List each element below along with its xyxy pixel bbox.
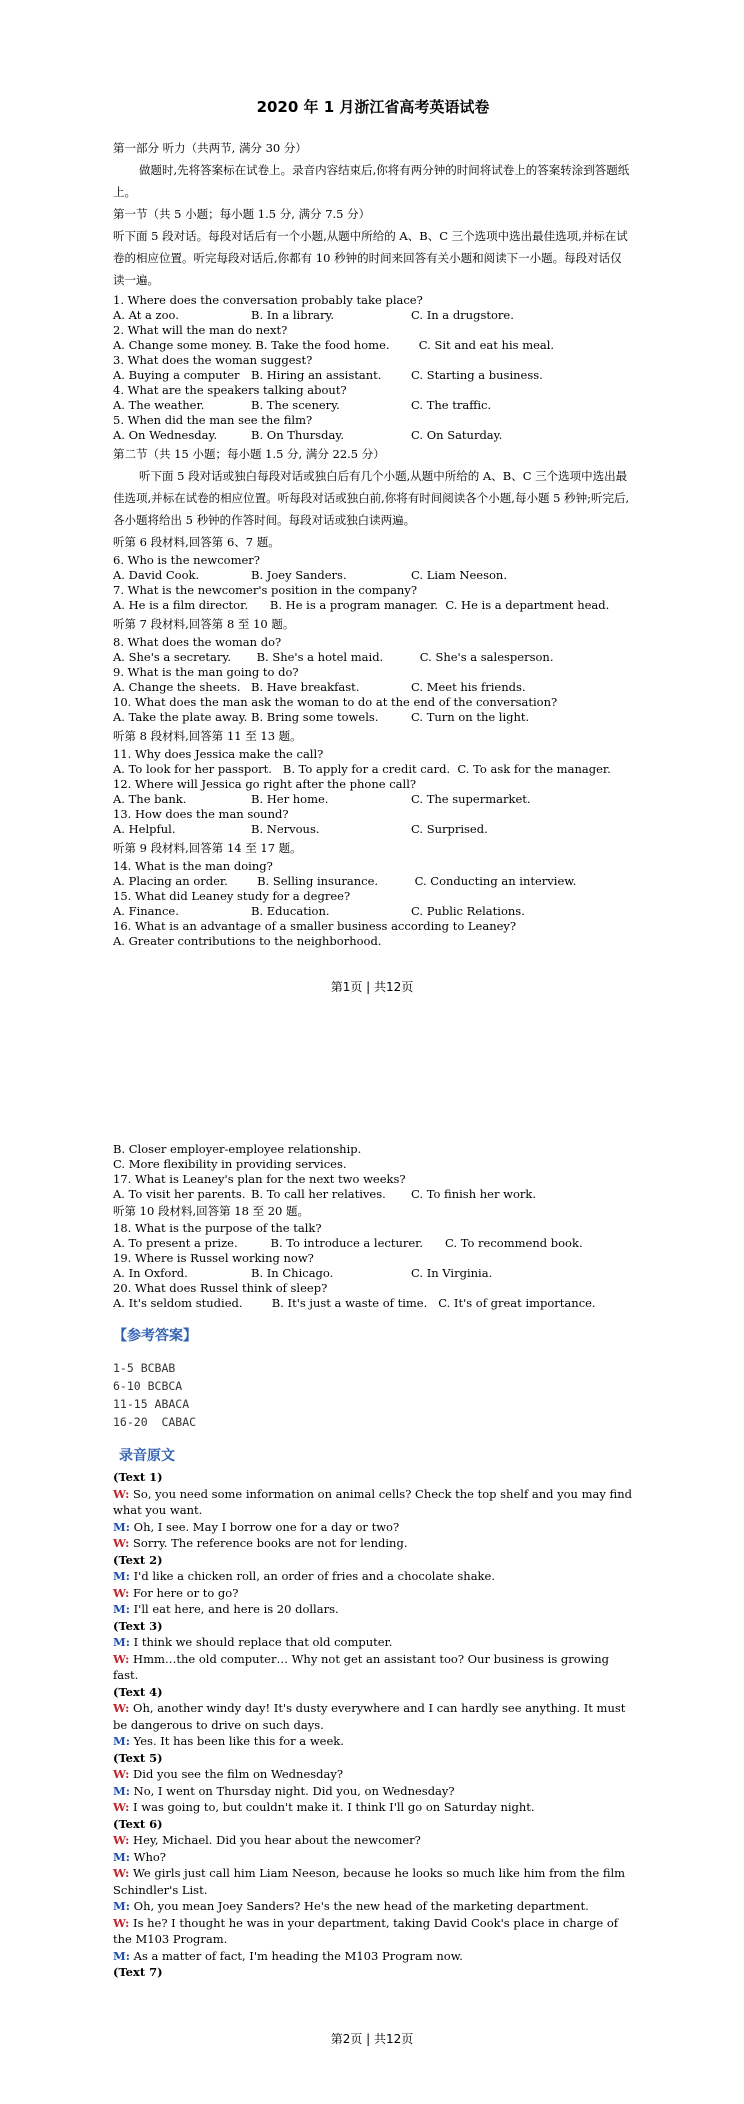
option-a[interactable]: A. Finance. bbox=[113, 904, 179, 918]
transcript-line bbox=[113, 1601, 633, 1618]
option-c[interactable]: C. Surprised. bbox=[411, 822, 488, 836]
group-heading: 听第 8 段材料,回答第 11 至 13 题。 bbox=[113, 729, 302, 743]
question-text: 17. What is Leaney's plan for the next two weeks? bbox=[113, 1172, 406, 1186]
answers-heading: 【参考答案】 bbox=[113, 1328, 197, 1344]
option-b[interactable]: B. Nervous. bbox=[251, 822, 320, 836]
transcript bbox=[113, 1469, 633, 1981]
options-row bbox=[113, 680, 633, 695]
option-a[interactable]: A. Change the sheets. bbox=[113, 680, 241, 694]
option-a[interactable]: A. The bank. bbox=[113, 792, 187, 806]
option-c[interactable]: C. Meet his friends. bbox=[411, 680, 526, 694]
speaker-woman: W: bbox=[113, 1800, 130, 1814]
speaker-woman: W: bbox=[113, 1767, 130, 1781]
question-text: 13. How does the man sound? bbox=[113, 807, 289, 821]
group-heading: 听第 9 段材料,回答第 14 至 17 题。 bbox=[113, 841, 302, 855]
utterance: Oh, another windy day! It's dusty everywhere and I can hardly see anything. It must be dangerous to drive on such days. bbox=[113, 1701, 626, 1732]
answer-line: 11-15 ABACA bbox=[113, 1397, 190, 1411]
transcript-line bbox=[113, 1915, 633, 1948]
utterance: Yes. It has been like this for a week. bbox=[129, 1734, 344, 1748]
section1-intro: 听下面 5 段对话。每段对话后有一个小题,从题中所给的 A、B、C 三个选项中选出最佳选项,并标在试卷的相应位置。听完每段对话后,你都有 10 秒钟的时间来回答有关小题和阅读下一小题。每段对话仅读一遍。 bbox=[113, 229, 628, 287]
transcript-text-label: (Text 7) bbox=[113, 1965, 163, 1979]
transcript-line bbox=[113, 1585, 633, 1602]
options-row bbox=[113, 568, 633, 583]
utterance: I'll eat here, and here is 20 dollars. bbox=[129, 1602, 339, 1616]
option-b[interactable]: B. Bring some towels. bbox=[251, 710, 379, 724]
utterance: I was going to, but couldn't make it. I think I'll go on Saturday night. bbox=[129, 1800, 535, 1814]
options-row bbox=[113, 428, 633, 443]
question-text: 3. What does the woman suggest? bbox=[113, 353, 313, 367]
options-row[interactable]: A. To present a prize. B. To introduce a lecturer. C. To recommend book. bbox=[113, 1236, 583, 1250]
utterance: Hey, Michael. Did you hear about the newcomer? bbox=[129, 1833, 421, 1847]
utterance: Is he? I thought he was in your department, taking David Cook's place in charge of the M103 Program. bbox=[113, 1915, 619, 1946]
answer-line: 6-10 BCBCA bbox=[113, 1379, 183, 1393]
speaker-man: M: bbox=[113, 1783, 130, 1798]
group-heading: 听第 7 段材料,回答第 8 至 10 题。 bbox=[113, 617, 295, 631]
option-c[interactable]: C. Starting a business. bbox=[411, 368, 543, 382]
option-a[interactable]: A. Greater contributions to the neighborhood. bbox=[113, 934, 382, 948]
transcript-text-label: (Text 6) bbox=[113, 1816, 163, 1831]
speaker-woman: W: bbox=[113, 1651, 130, 1666]
transcript-line bbox=[113, 1700, 633, 1733]
transcript-line bbox=[113, 1898, 633, 1915]
utterance: As a matter of fact, I'm heading the M103 Program now. bbox=[129, 1948, 463, 1963]
utterance: I'd like a chicken roll, an order of fries and a chocolate shake. bbox=[129, 1569, 495, 1583]
option-b[interactable]: B. On Thursday. bbox=[251, 428, 344, 442]
transcript-line bbox=[113, 1519, 633, 1536]
speaker-man: M: bbox=[113, 1519, 130, 1534]
transcript-text-label: (Text 4) bbox=[113, 1684, 163, 1699]
question-text: 7. What is the newcomer's position in the company? bbox=[113, 583, 417, 597]
question-text: 9. What is the man going to do? bbox=[113, 665, 299, 679]
transcript-text-label: (Text 2) bbox=[113, 1552, 163, 1567]
option-a[interactable]: A. David Cook. bbox=[113, 568, 200, 582]
answer-line: 16-20 CABAC bbox=[113, 1415, 197, 1429]
option-c[interactable]: C. In a drugstore. bbox=[411, 308, 514, 322]
question-text: 11. Why does Jessica make the call? bbox=[113, 747, 324, 761]
speaker-man: M: bbox=[113, 1899, 130, 1913]
transcript-line bbox=[113, 1799, 633, 1816]
speaker-woman: W: bbox=[113, 1833, 130, 1847]
speaker-woman: W: bbox=[113, 1536, 130, 1550]
question-text: 4. What are the speakers talking about? bbox=[113, 383, 347, 397]
section2-intro: 听下面 5 段对话或独白每段对话或独白后有几个小题,从题中所给的 A、B、C 三个选项中选出最佳选项,并标在试卷的相应位置。听每段对话或独白前,你将有时间阅读各个小题,每小题 5 秒钟;听完后,各小题将给出 5 秒钟的作答时间。每段对话或独白读两遍。 bbox=[113, 469, 630, 527]
option-b[interactable]: B. In a library. bbox=[251, 308, 335, 322]
utterance: I think we should replace that old computer. bbox=[129, 1635, 393, 1649]
question-text: 16. What is an advantage of a smaller business according to Leaney? bbox=[113, 919, 517, 933]
options-row[interactable]: A. Placing an order. B. Selling insurance. C. Conducting an interview. bbox=[113, 874, 577, 888]
group-heading: 听第 6 段材料,回答第 6、7 题。 bbox=[113, 535, 280, 549]
utterance: So, you need some information on animal cells? Check the top shelf and you may find what you want. bbox=[113, 1486, 632, 1517]
question-text: 18. What is the purpose of the talk? bbox=[113, 1221, 322, 1235]
option-b[interactable]: B. Have breakfast. bbox=[251, 680, 360, 694]
part1-intro: 做题时,先将答案标在试卷上。录音内容结束后,你将有两分钟的时间将试卷上的答案转涂到答题纸上。 bbox=[113, 163, 630, 199]
section1-heading: 第一节（共 5 小题；每小题 1.5 分, 满分 7.5 分） bbox=[113, 207, 371, 221]
utterance: No, I went on Thursday night. Did you, on Wednesday? bbox=[129, 1783, 455, 1798]
transcript-line bbox=[113, 1568, 633, 1585]
transcript-line bbox=[113, 1766, 633, 1783]
transcript-line bbox=[113, 1535, 633, 1552]
utterance: We girls just call him Liam Neeson, because he looks so much like him from the film Schindler's List. bbox=[113, 1866, 626, 1897]
page-footer: 第1页 | 共12页 bbox=[330, 980, 414, 994]
options-row bbox=[113, 368, 633, 383]
speaker-woman: W: bbox=[113, 1486, 130, 1501]
section2-heading: 第二节（共 15 小题；每小题 1.5 分, 满分 22.5 分） bbox=[113, 447, 385, 461]
option-a[interactable]: A. The weather. bbox=[113, 398, 205, 412]
group-heading: 听第 10 段材料,回答第 18 至 20 题。 bbox=[113, 1204, 309, 1218]
speaker-man: M: bbox=[113, 1849, 130, 1864]
transcript-line bbox=[113, 1849, 633, 1866]
speaker-woman: W: bbox=[113, 1866, 130, 1880]
options-row bbox=[113, 822, 633, 837]
page-footer: 第2页 | 共12页 bbox=[330, 2032, 414, 2046]
option-c[interactable]: C. The traffic. bbox=[411, 398, 492, 412]
option-a[interactable]: A. Buying a computer bbox=[113, 368, 240, 382]
option-c[interactable]: C. To finish her work. bbox=[411, 1187, 537, 1201]
transcript-line bbox=[113, 1651, 633, 1684]
question-text: 5. When did the man see the film? bbox=[113, 413, 313, 427]
utterance: For here or to go? bbox=[129, 1585, 239, 1600]
options-row bbox=[113, 1266, 633, 1281]
option-a[interactable]: A. Take the plate away. bbox=[113, 710, 248, 724]
option-c[interactable]: C. In Virginia. bbox=[411, 1266, 493, 1280]
utterance: Hmm…the old computer… Why not get an assistant too? Our business is growing fast. bbox=[113, 1651, 609, 1682]
transcript-line bbox=[113, 1832, 633, 1849]
utterance: Oh, I see. May I borrow one for a day or two? bbox=[129, 1519, 400, 1534]
answer-key bbox=[113, 1359, 633, 1431]
question-text: 12. Where will Jessica go right after the phone call? bbox=[113, 777, 417, 791]
options-row[interactable]: A. Change some money. B. Take the food home. C. Sit and eat his meal. bbox=[113, 338, 555, 352]
options-row bbox=[113, 792, 633, 807]
transcript-line bbox=[113, 1865, 633, 1898]
options-row[interactable]: A. It's seldom studied. B. It's just a waste of time. C. It's of great importance. bbox=[113, 1296, 596, 1310]
option-a[interactable]: A. At a zoo. bbox=[113, 308, 179, 322]
option-a[interactable]: A. To visit her parents. bbox=[113, 1187, 246, 1201]
options-row bbox=[113, 398, 633, 413]
exam-title: 2020 年 1 月浙江省高考英语试卷 bbox=[256, 98, 490, 116]
option-b[interactable]: B. Hiring an assistant. bbox=[251, 368, 382, 382]
utterance: Oh, you mean Joey Sanders? He's the new head of the marketing department. bbox=[129, 1899, 589, 1913]
question-text: 10. What does the man ask the woman to do at the end of the conversation? bbox=[113, 695, 558, 709]
option-c[interactable]: C. Liam Neeson. bbox=[411, 568, 507, 582]
option-a[interactable]: A. In Oxford. bbox=[113, 1266, 188, 1280]
option-c[interactable]: C. The supermarket. bbox=[411, 792, 531, 806]
questions-section1 bbox=[113, 293, 633, 443]
option-c[interactable]: C. More flexibility in providing services. bbox=[113, 1157, 347, 1171]
speaker-man: M: bbox=[113, 1569, 130, 1583]
transcript-line bbox=[113, 1948, 633, 1965]
speaker-man: M: bbox=[113, 1948, 130, 1963]
options-row[interactable]: A. He is a film director. B. He is a program manager. C. He is a department head. bbox=[113, 598, 610, 612]
option-c[interactable]: C. Turn on the light. bbox=[411, 710, 530, 724]
options-row[interactable]: A. To look for her passport. B. To apply for a credit card. C. To ask for the manager. bbox=[113, 762, 611, 776]
utterance: Who? bbox=[129, 1849, 166, 1864]
option-b[interactable]: B. Closer employer-employee relationship. bbox=[113, 1142, 362, 1156]
answer-line: 1-5 BCBAB bbox=[113, 1361, 176, 1375]
transcript-text-label: (Text 3) bbox=[113, 1618, 163, 1633]
option-b[interactable]: B. Her home. bbox=[251, 792, 329, 806]
speaker-man: M: bbox=[113, 1602, 130, 1616]
option-c[interactable]: C. Public Relations. bbox=[411, 904, 525, 918]
option-b[interactable]: B. Education. bbox=[251, 904, 330, 918]
transcript-text-label: (Text 5) bbox=[113, 1750, 163, 1765]
options-row bbox=[113, 308, 633, 323]
utterance: Did you see the film on Wednesday? bbox=[129, 1767, 344, 1781]
option-a[interactable]: A. Helpful. bbox=[113, 822, 176, 836]
page-1-content bbox=[113, 96, 633, 949]
speaker-woman: W: bbox=[113, 1915, 130, 1930]
part1-heading: 第一部分 听力（共两节, 满分 30 分） bbox=[113, 141, 307, 155]
question-text: 20. What does Russel think of sleep? bbox=[113, 1281, 328, 1295]
question-text: 14. What is the man doing? bbox=[113, 859, 273, 873]
option-b[interactable]: B. Joey Sanders. bbox=[251, 568, 347, 582]
question-text: 6. Who is the newcomer? bbox=[113, 553, 260, 567]
question-text: 19. Where is Russel working now? bbox=[113, 1251, 314, 1265]
option-c[interactable]: C. On Saturday. bbox=[411, 428, 503, 442]
page-2-content bbox=[113, 1142, 633, 1981]
speaker-man: M: bbox=[113, 1734, 130, 1748]
question-text: 15. What did Leaney study for a degree? bbox=[113, 889, 351, 903]
options-row bbox=[113, 1187, 633, 1202]
option-b[interactable]: B. In Chicago. bbox=[251, 1266, 334, 1280]
transcript-line bbox=[113, 1733, 633, 1750]
option-b[interactable]: B. The scenery. bbox=[251, 398, 340, 412]
speaker-woman: W: bbox=[113, 1585, 130, 1600]
speaker-man: M: bbox=[113, 1635, 130, 1649]
transcript-line bbox=[113, 1634, 633, 1651]
option-b[interactable]: B. To call her relatives. bbox=[251, 1187, 386, 1201]
transcript-line bbox=[113, 1783, 633, 1800]
transcript-text-label: (Text 1) bbox=[113, 1470, 163, 1484]
option-a[interactable]: A. On Wednesday. bbox=[113, 428, 218, 442]
question-text: 2. What will the man do next? bbox=[113, 323, 288, 337]
question-text: 8. What does the woman do? bbox=[113, 635, 282, 649]
question-text: 1. Where does the conversation probably take place? bbox=[113, 293, 423, 307]
options-row bbox=[113, 710, 633, 725]
options-row[interactable]: A. She's a secretary. B. She's a hotel maid. C. She's a salesperson. bbox=[113, 650, 554, 664]
options-row bbox=[113, 904, 633, 919]
speaker-woman: W: bbox=[113, 1701, 130, 1715]
transcript-line bbox=[113, 1486, 633, 1519]
utterance: Sorry. The reference books are not for lending. bbox=[129, 1536, 408, 1550]
transcript-heading: 录音原文 bbox=[119, 1448, 175, 1464]
